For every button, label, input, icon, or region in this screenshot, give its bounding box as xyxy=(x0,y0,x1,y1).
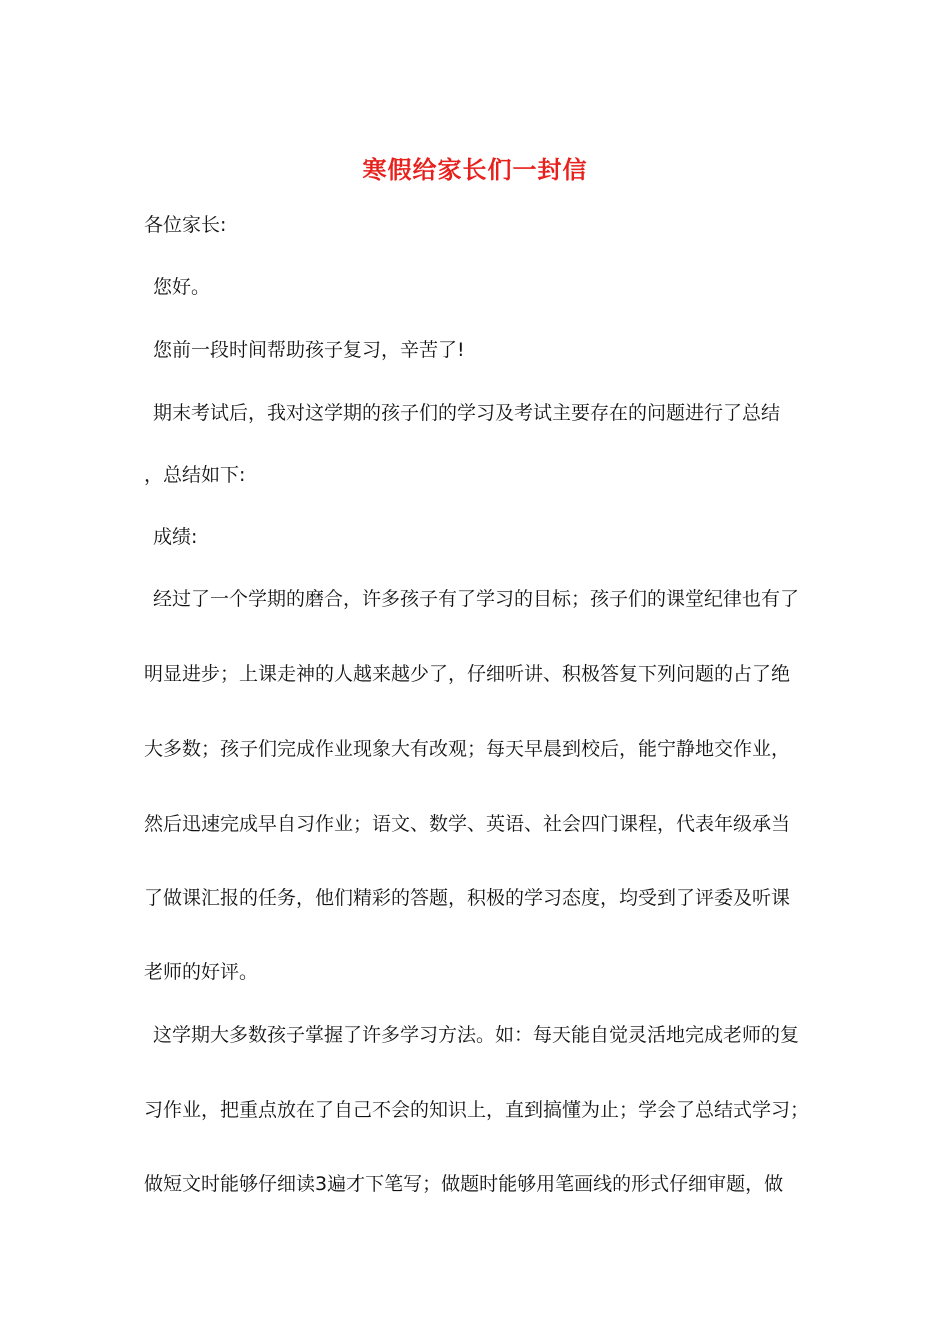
salutation-line: 各位家长: xyxy=(144,214,227,236)
paragraph-line: 您前一段时间帮助孩子复习，辛苦了! xyxy=(153,339,465,361)
paragraph-line: 期末考试后，我对这学期的孩子们的学习及考试主要存在的问题进行了总结 xyxy=(153,402,781,424)
paragraph-line: 大多数；孩子们完成作业现象大有改观；每天早晨到校后，能宁静地交作业， xyxy=(144,738,791,760)
paragraph-line: 经过了一个学期的磨合，许多孩子有了学习的目标；孩子们的课堂纪律也有了 xyxy=(153,588,800,610)
paragraph-line: 这学期大多数孩子掌握了许多学习方法。如：每天能自觉灵活地完成老师的复 xyxy=(153,1024,800,1046)
greeting-line: 您好。 xyxy=(153,276,211,298)
document-title: 寒假给家长们一封信 xyxy=(362,156,588,184)
paragraph-line: 然后迅速完成早自习作业；语文、数学、英语、社会四门课程，代表年级承当 xyxy=(144,813,791,835)
paragraph-line: ，总结如下: xyxy=(144,464,246,486)
paragraph-line: 做短文时能够仔细读3遍才下笔写；做题时能够用笔画线的形式仔细审题，做 xyxy=(144,1173,784,1195)
paragraph-line: 老师的好评。 xyxy=(144,961,259,983)
paragraph-line: 明显进步；上课走神的人越来越少了，仔细听讲、积极答复下列问题的占了绝 xyxy=(144,663,791,685)
section-heading-line: 成绩: xyxy=(153,526,198,548)
paragraph-line: 习作业，把重点放在了自己不会的知识上，直到搞懂为止；学会了总结式学习； xyxy=(144,1099,810,1121)
paragraph-line: 了做课汇报的任务，他们精彩的答题，积极的学习态度，均受到了评委及听课 xyxy=(144,887,791,909)
